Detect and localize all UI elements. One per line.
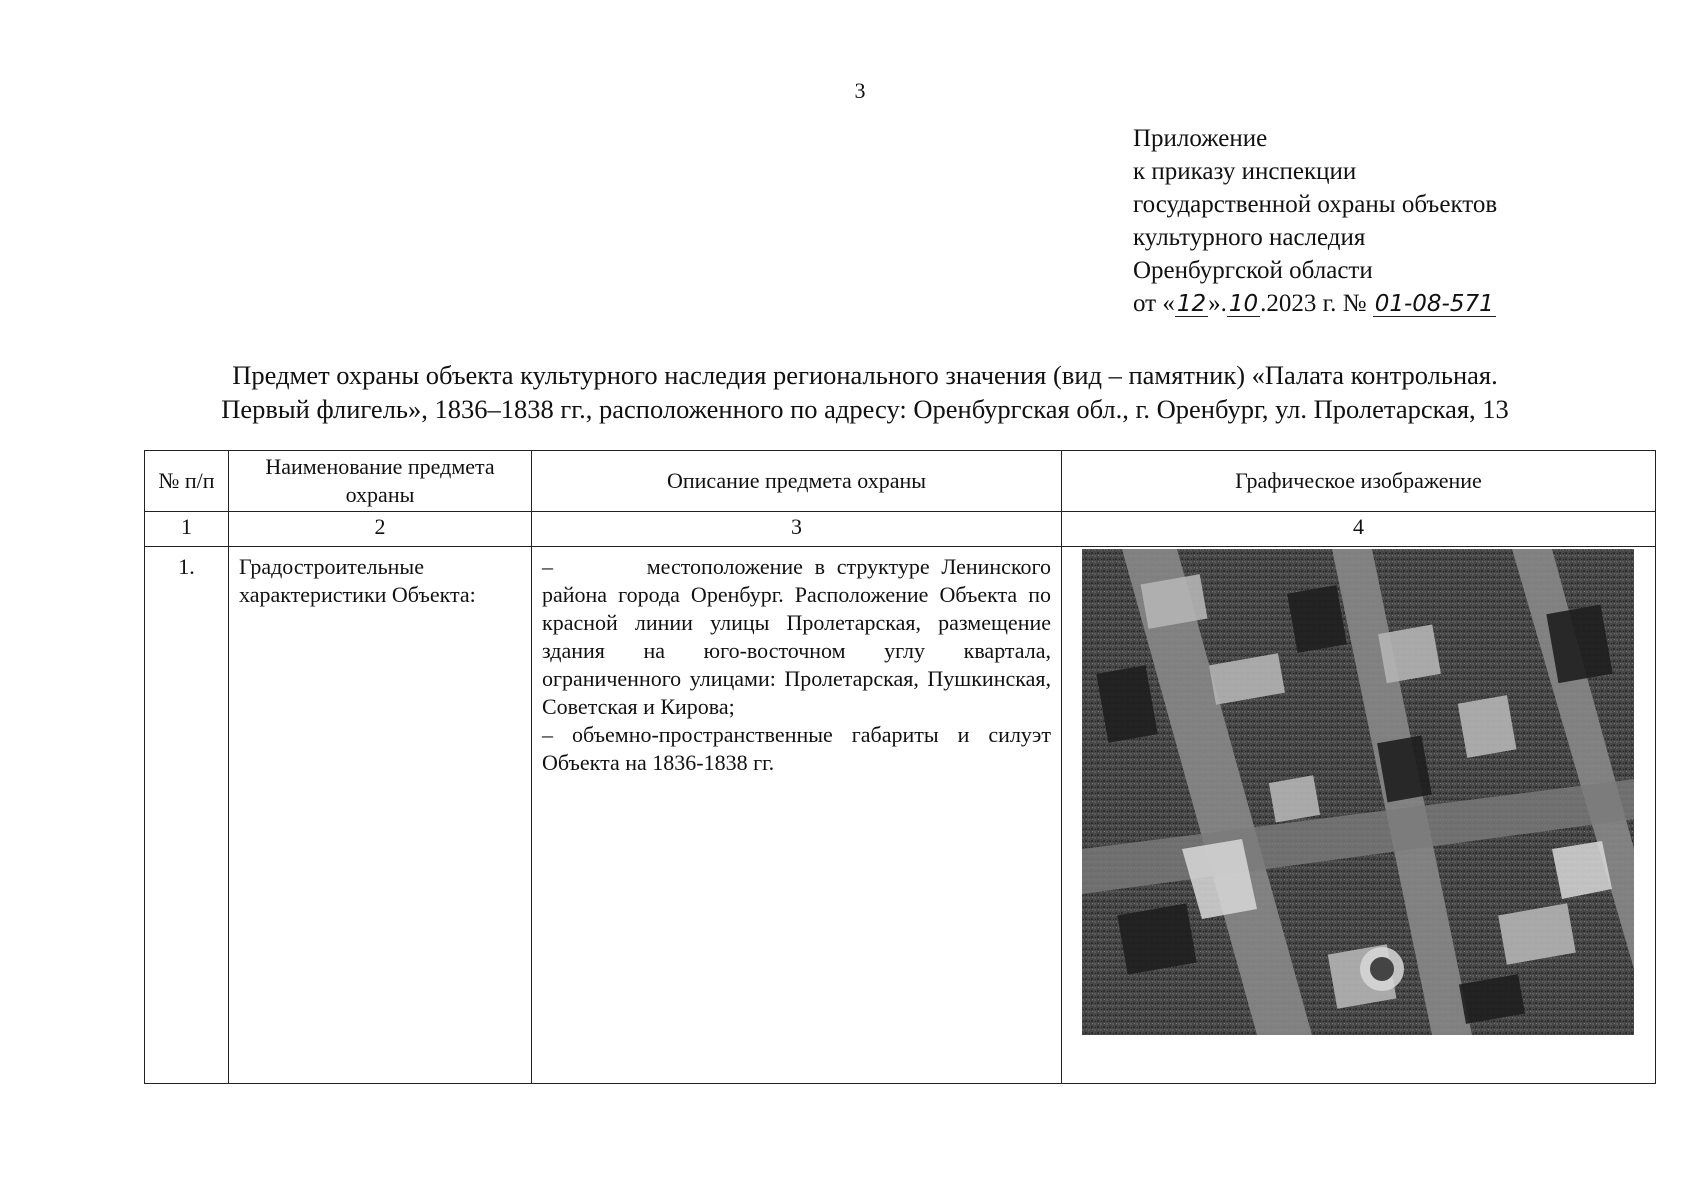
- appendix-line: культурного наследия: [1133, 224, 1366, 251]
- row-description: [532, 547, 1062, 1084]
- row-name: Градостроительные характеристики Объекта:: [229, 547, 532, 1084]
- page-number: 3: [854, 78, 866, 103]
- aerial-map-image: [1082, 549, 1634, 1035]
- column-number: 2: [229, 512, 532, 547]
- order-reference: [1133, 287, 1673, 320]
- table-header-row: [145, 451, 1656, 512]
- order-year: .2023 г. №: [1260, 290, 1367, 317]
- description-paragraph: – местоположение в структуре Ленинского района города Оренбург. Расположение Объекта по красной линии улицы Пролетарская, размещение здания на юго-восточном углу квартала, ограниченного улицами: Пролетарская, Пушкинская, Советская и Кирова;: [542, 554, 1051, 719]
- document-title: [140, 358, 1590, 426]
- title-line-2: Первый флигель», 1836–1838 гг., расположенного по адресу: Оренбургская обл., г. Оренбург, ул. Пролетарская, 13: [221, 394, 1509, 424]
- appendix-line: Оренбургской области: [1133, 257, 1373, 284]
- column-number: 4: [1062, 512, 1656, 547]
- aerial-map-svg: [1082, 549, 1634, 1035]
- order-number: 01-08-571: [1374, 291, 1494, 317]
- header-graphic: Графическое изображение: [1062, 451, 1656, 512]
- appendix-line: к приказу инспекции: [1133, 158, 1357, 185]
- order-prefix: от «: [1133, 290, 1175, 317]
- order-mid: ».: [1208, 290, 1227, 317]
- row-graphic: [1062, 547, 1656, 1084]
- appendix-line: государственной охраны объектов: [1133, 191, 1498, 218]
- header-name: Наименование предмета охраны: [229, 451, 532, 512]
- row-number: 1.: [145, 547, 229, 1084]
- title-line-1: Предмет охраны объекта культурного наследия регионального значения (вид – памятник) «Палата контрольная.: [232, 360, 1498, 390]
- appendix-block: [1133, 122, 1673, 320]
- appendix-line: Приложение: [1133, 125, 1268, 152]
- header-description: Описание предмета охраны: [532, 451, 1062, 512]
- protection-table: [144, 450, 1656, 1084]
- column-number-row: [145, 512, 1656, 547]
- column-number: 3: [532, 512, 1062, 547]
- column-number: 1: [145, 512, 229, 547]
- order-month: 10: [1228, 291, 1259, 317]
- table-row: [145, 547, 1656, 1084]
- header-number: № п/п: [145, 451, 229, 512]
- order-day: 12: [1176, 291, 1207, 317]
- description-paragraph: – объемно-пространственные габариты и силуэт Объекта на 1836-1838 гг.: [542, 722, 1051, 775]
